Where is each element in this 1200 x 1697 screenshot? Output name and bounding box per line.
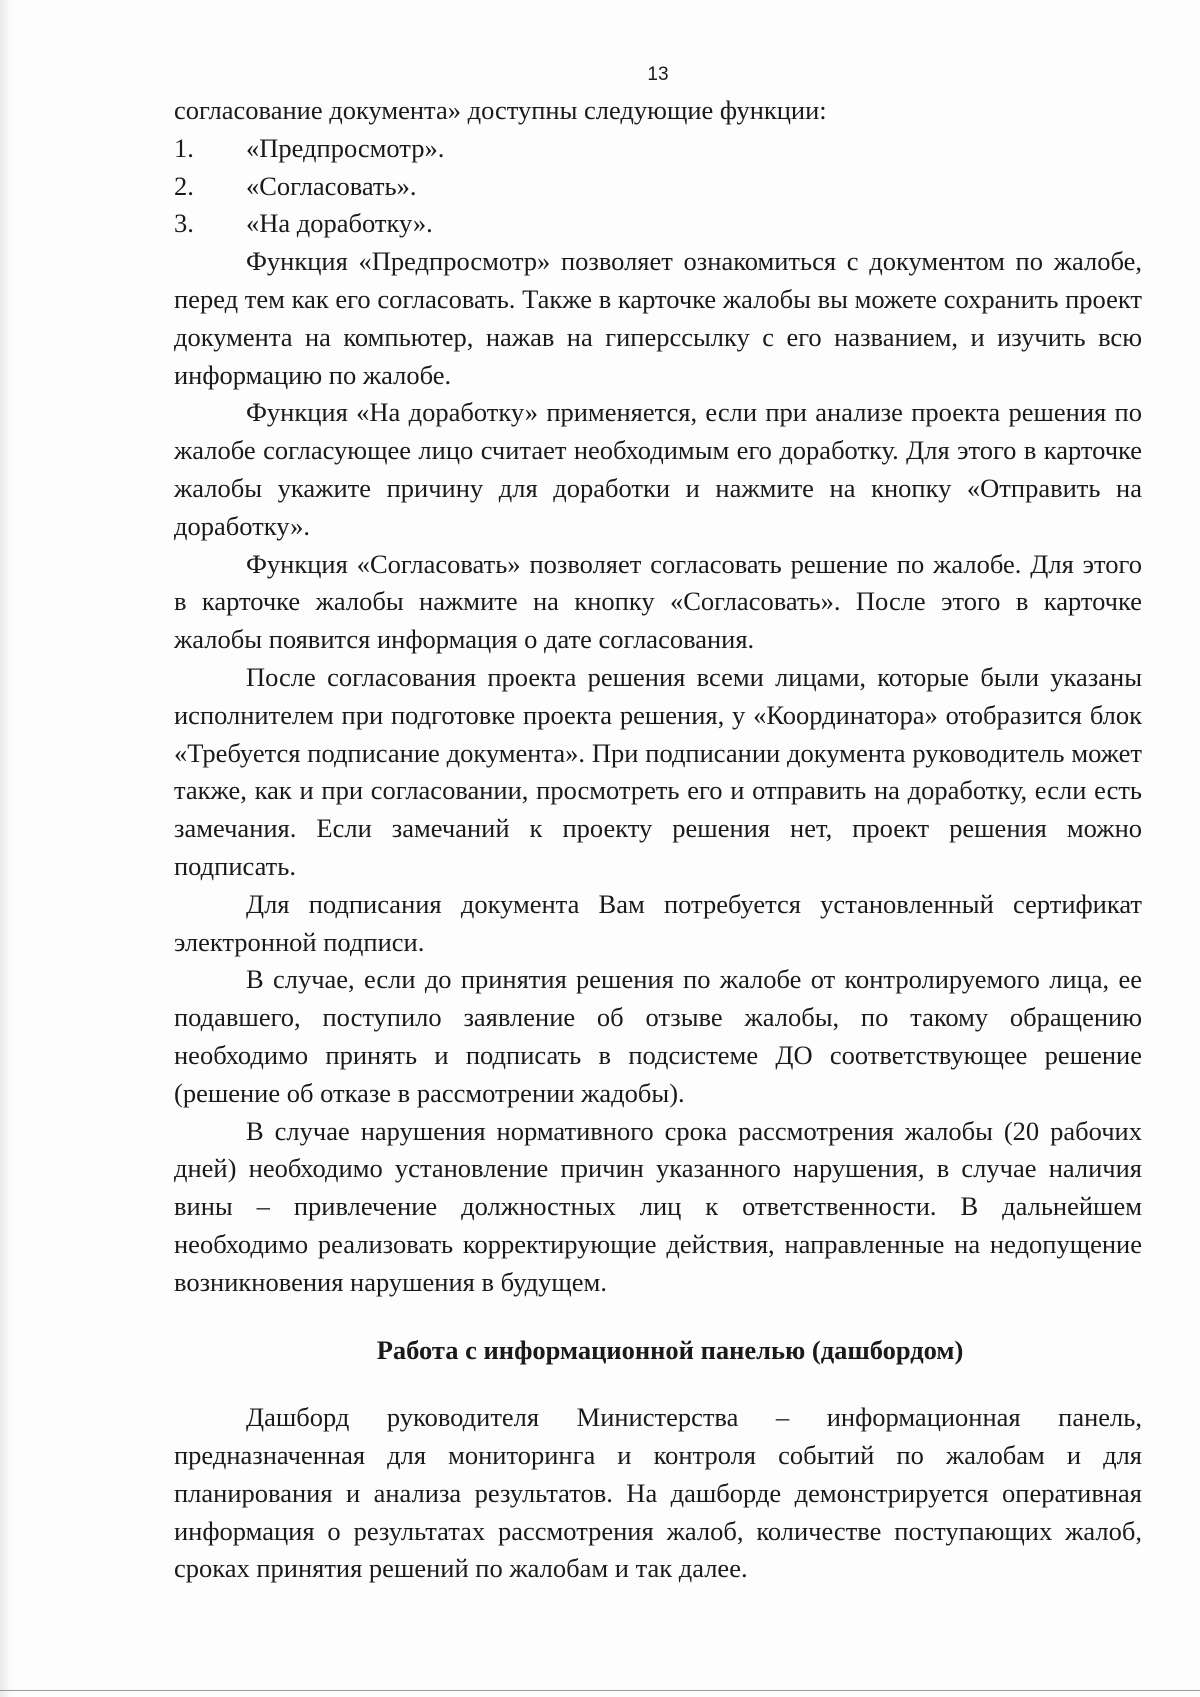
list-item — [174, 130, 1142, 168]
section-heading-wrap — [174, 1332, 1142, 1370]
functions-list — [174, 130, 1142, 243]
paragraph-rework: Функция «На доработку» применяется, если при анализе проекта решения по жалобе согласующее лицо считает необходимым его доработку. Для этого в карточке жалобы укажите причину для доработки и нажмите на кнопку «Отправить на доработку». — [174, 397, 1142, 541]
paragraph-approve: Функция «Согласовать» позволяет согласовать решение по жалобе. Для этого в карточке жалобы нажмите на кнопку «Согласовать». После этого в карточке жалобы появится информация о дате согласования. — [174, 548, 1142, 655]
paragraph-deadline-violation: В случае нарушения нормативного срока рассмотрения жалобы (20 рабочих дней) необходимо установление причин указанного нарушения, в случае наличия вины – привлечение должностных лиц к ответственности. В дальнейшем необходимо реализовать корректирующие действия, направленные на недопущение возникновения нарушения в будущем. — [174, 1115, 1142, 1297]
section-heading: Работа с информационной панелью (дашбордом) — [376, 1334, 964, 1365]
list-item-number: 2. — [174, 170, 194, 201]
list-item — [174, 205, 1142, 243]
paragraph-dashboard: Дашборд руководителя Министерства – информационная панель, предназначенная для мониторинга и контроля событий по жалобам и для планирования и анализа результатов. На дашборде демонстрируется оперативная информация о результатах рассмотрения жалоб, количестве поступающих жалоб, сроках принятия решений по жалобам и так далее. — [174, 1402, 1142, 1584]
paragraph-certificate: Для подписания документа Вам потребуется установленный сертификат электронной подписи. — [174, 888, 1142, 957]
bottom-scan-line — [0, 1690, 1200, 1691]
list-item-text: «Согласовать». — [246, 170, 417, 201]
scan-edge — [0, 0, 14, 1697]
list-item-number: 1. — [174, 132, 194, 163]
paragraph-preview: Функция «Предпросмотр» позволяет ознакомиться с документом по жалобе, перед тем как его согласовать. Также в карточке жалобы вы можете сохранить проект документа на компьютер, нажав на гиперссылку с его названием, и изучить всю информацию по жалобе. — [174, 246, 1142, 390]
paragraph-signing-block: После согласования проекта решения всеми лицами, которые были указаны исполнителем при подготовке проекта решения, у «Координатора» отобразится блок «Требуется подписание документа». При подписании документа руководитель может также, как и при согласовании, просмотреть его и отправить на доработку, если есть замечания. Если замечаний к проекту решения нет, проект решения можно подписать. — [174, 661, 1142, 881]
document-body — [174, 92, 1142, 1588]
list-item-text: «Предпросмотр». — [246, 132, 445, 163]
list-item-text: «На доработку». — [246, 208, 433, 239]
paragraph-withdrawal: В случае, если до принятия решения по жалобе от контролируемого лица, ее подавшего, поступило заявление об отзыве жалобы, по такому обращению необходимо принять и подписать в подсистеме ДО соответствующее решение (решение об отказе в рассмотрении жадобы). — [174, 964, 1142, 1108]
page-number: 13 — [647, 64, 669, 85]
intro-line: согласование документа» доступны следующие функции: — [174, 95, 827, 125]
list-item-number: 3. — [174, 208, 194, 239]
list-item — [174, 168, 1142, 206]
